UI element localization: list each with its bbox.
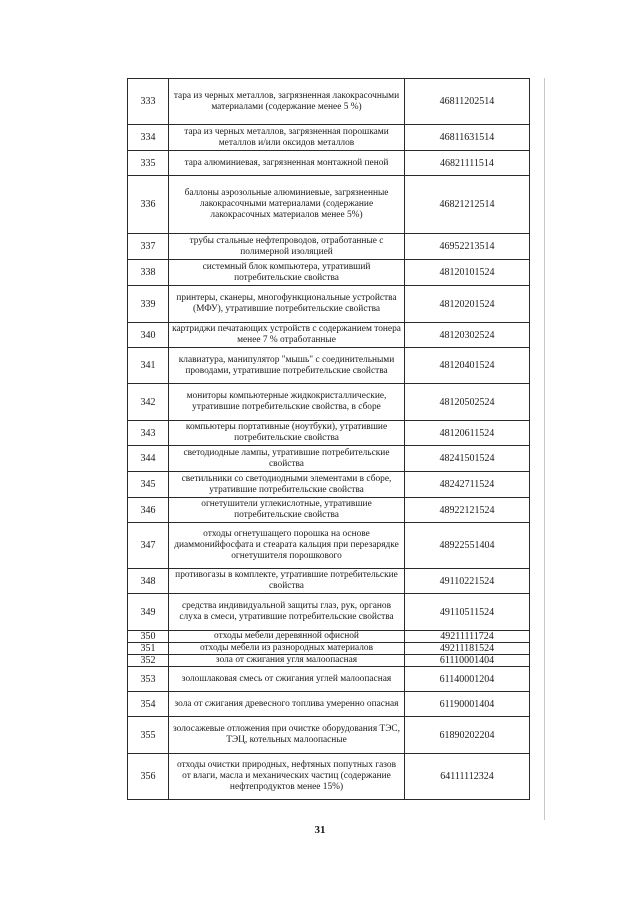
table-row xyxy=(128,421,530,446)
row-number-cell: 350 xyxy=(128,631,169,643)
fkko-code-cell: 61890202204 xyxy=(405,717,530,754)
waste-name-cell: принтеры, сканеры, многофункциональные устройства (МФУ), утратившие потребительские свойства xyxy=(169,286,405,323)
waste-name-cell: трубы стальные нефтепроводов, отработанные с полимерной изоляцией xyxy=(169,234,405,260)
waste-name-cell: светодиодные лампы, утратившие потребительские свойства xyxy=(169,446,405,472)
waste-name-cell: картриджи печатающих устройств с содержанием тонера менее 7 % отработанные xyxy=(169,323,405,348)
waste-name-cell: золошлаковая смесь от сжигания углей малоопасная xyxy=(169,667,405,692)
row-number-cell: 343 xyxy=(128,421,169,446)
waste-name-cell: средства индивидуальной защиты глаз, рук, органов слуха в смеси, утратившие потребительские свойства xyxy=(169,594,405,631)
row-number-cell: 340 xyxy=(128,323,169,348)
waste-name-cell: отходы мебели из разнородных материалов xyxy=(169,643,405,655)
table-row xyxy=(128,286,530,323)
page-number: 31 xyxy=(314,824,326,836)
table-row xyxy=(128,151,530,176)
waste-name-cell: отходы огнетушащего порошка на основе диаммонийфосфата и стеарата кальция при перезарядке огнетушителя порошкового xyxy=(169,523,405,569)
fkko-code-cell: 48120201524 xyxy=(405,286,530,323)
fkko-code-cell: 48120401524 xyxy=(405,348,530,384)
waste-name-cell: отходы мебели деревянной офисной xyxy=(169,631,405,643)
table-row xyxy=(128,655,530,667)
row-number-cell: 334 xyxy=(128,125,169,151)
table-row xyxy=(128,79,530,125)
table-row xyxy=(128,125,530,151)
waste-name-cell: мониторы компьютерные жидкокристаллические, утратившие потребительские свойства, в сборе xyxy=(169,384,405,421)
row-number-cell: 346 xyxy=(128,498,169,523)
fkko-code-cell: 64111112324 xyxy=(405,754,530,800)
table-row xyxy=(128,323,530,348)
fkko-code-cell: 46952213514 xyxy=(405,234,530,260)
waste-name-cell: системный блок компьютера, утративший потребительские свойства xyxy=(169,260,405,286)
fkko-code-cell: 48241501524 xyxy=(405,446,530,472)
row-number-cell: 356 xyxy=(128,754,169,800)
table-row xyxy=(128,754,530,800)
table-row xyxy=(128,260,530,286)
table-row xyxy=(128,643,530,655)
waste-name-cell: зола от сжигания угля малоопасная xyxy=(169,655,405,667)
page-edge-line xyxy=(544,78,545,820)
row-number-cell: 347 xyxy=(128,523,169,569)
table-row xyxy=(128,176,530,234)
row-number-cell: 348 xyxy=(128,569,169,594)
waste-name-cell: баллоны аэрозольные алюминиевые, загрязненные лакокрасочными материалами (содержание лакокрасочных материалов менее 5%) xyxy=(169,176,405,234)
row-number-cell: 353 xyxy=(128,667,169,692)
fkko-code-cell: 61110001404 xyxy=(405,655,530,667)
row-number-cell: 338 xyxy=(128,260,169,286)
fkko-code-cell: 48922121524 xyxy=(405,498,530,523)
fkko-code-cell: 48242711524 xyxy=(405,472,530,498)
waste-name-cell: тара алюминиевая, загрязненная монтажной пеной xyxy=(169,151,405,176)
fkko-code-cell: 49211181524 xyxy=(405,643,530,655)
row-number-cell: 341 xyxy=(128,348,169,384)
fkko-code-cell: 46821212514 xyxy=(405,176,530,234)
row-number-cell: 345 xyxy=(128,472,169,498)
waste-name-cell: отходы очистки природных, нефтяных попутных газов от влаги, масла и механических частиц (содержание нефтепродуктов менее 15%) xyxy=(169,754,405,800)
table-row xyxy=(128,692,530,717)
fkko-code-cell: 48120502524 xyxy=(405,384,530,421)
row-number-cell: 354 xyxy=(128,692,169,717)
row-number-cell: 344 xyxy=(128,446,169,472)
waste-name-cell: светильники со светодиодными элементами в сборе, утратившие потребительские свойства xyxy=(169,472,405,498)
row-number-cell: 339 xyxy=(128,286,169,323)
table-row xyxy=(128,569,530,594)
table-row xyxy=(128,384,530,421)
table-row xyxy=(128,594,530,631)
row-number-cell: 349 xyxy=(128,594,169,631)
fkko-code-cell: 48120302524 xyxy=(405,323,530,348)
row-number-cell: 336 xyxy=(128,176,169,234)
fkko-code-cell: 49110511524 xyxy=(405,594,530,631)
row-number-cell: 337 xyxy=(128,234,169,260)
table-row xyxy=(128,234,530,260)
row-number-cell: 333 xyxy=(128,79,169,125)
table-row xyxy=(128,523,530,569)
waste-name-cell: тара из черных металлов, загрязненная лакокрасочными материалами (содержание менее 5 %) xyxy=(169,79,405,125)
row-number-cell: 355 xyxy=(128,717,169,754)
fkko-code-cell: 48120611524 xyxy=(405,421,530,446)
waste-name-cell: зола от сжигания древесного топлива умеренно опасная xyxy=(169,692,405,717)
table-row xyxy=(128,667,530,692)
waste-table xyxy=(127,78,530,800)
row-number-cell: 351 xyxy=(128,643,169,655)
row-number-cell: 352 xyxy=(128,655,169,667)
fkko-code-cell: 61140001204 xyxy=(405,667,530,692)
table-row xyxy=(128,446,530,472)
table-row xyxy=(128,348,530,384)
fkko-code-cell: 46821111514 xyxy=(405,151,530,176)
table-row xyxy=(128,498,530,523)
fkko-code-cell: 48922551404 xyxy=(405,523,530,569)
table-body xyxy=(128,79,530,800)
waste-name-cell: тара из черных металлов, загрязненная порошками металлов и/или оксидов металлов xyxy=(169,125,405,151)
fkko-code-cell: 46811631514 xyxy=(405,125,530,151)
waste-name-cell: огнетушители углекислотные, утратившие потребительские свойства xyxy=(169,498,405,523)
fkko-code-cell: 61190001404 xyxy=(405,692,530,717)
fkko-code-cell: 49110221524 xyxy=(405,569,530,594)
table-row xyxy=(128,631,530,643)
table-row xyxy=(128,472,530,498)
waste-name-cell: противогазы в комплекте, утратившие потребительские свойства xyxy=(169,569,405,594)
fkko-code-cell: 46811202514 xyxy=(405,79,530,125)
fkko-code-cell: 49211111724 xyxy=(405,631,530,643)
table-row xyxy=(128,717,530,754)
waste-name-cell: клавиатура, манипулятор "мышь" с соединительными проводами, утратившие потребительские свойства xyxy=(169,348,405,384)
fkko-code-cell: 48120101524 xyxy=(405,260,530,286)
row-number-cell: 335 xyxy=(128,151,169,176)
row-number-cell: 342 xyxy=(128,384,169,421)
waste-name-cell: золосажевые отложения при очистке оборудования ТЭС, ТЭЦ, котельных малоопасные xyxy=(169,717,405,754)
waste-name-cell: компьютеры портативные (ноутбуки), утратившие потребительские свойства xyxy=(169,421,405,446)
